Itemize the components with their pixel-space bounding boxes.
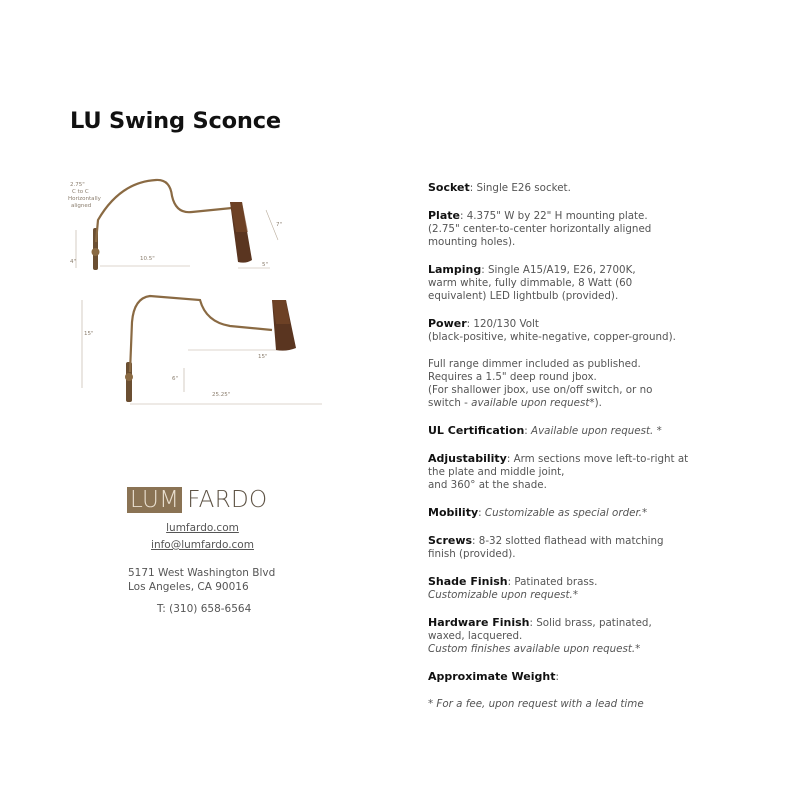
contact-links: [120, 520, 285, 554]
bottom-arm-label: 15": [258, 354, 268, 360]
brand-logo: [127, 487, 272, 513]
address-line-2: Los Angeles, CA 90016: [128, 581, 249, 593]
page-title: LU Swing Sconce: [70, 108, 281, 134]
spec-ul-certification: UL Certification: Available upon request. *: [428, 424, 662, 437]
sconce-top-illustration: [92, 180, 253, 270]
address: [128, 566, 275, 594]
shade-diameter-label: 5": [262, 262, 269, 268]
total-height-label: 15": [84, 331, 94, 337]
phone-number: T: (310) 658-6564: [157, 603, 252, 615]
website-link[interactable]: lumfardo.com: [166, 522, 239, 534]
plate-width-label: 4": [70, 259, 77, 265]
cc-label-2: C to C: [72, 189, 89, 195]
spec-power: Power: 120/130 Volt (black-positive, white-negative, copper-ground).: [428, 317, 676, 343]
mount-offset-label: 6": [172, 376, 179, 382]
email-link[interactable]: info@lumfardo.com: [151, 539, 254, 551]
spec-hardware-finish: Hardware Finish: Solid brass, patinated, waxed, lacquered. Custom finishes available upon request.*: [428, 616, 652, 655]
sconce-bottom-illustration: [125, 296, 296, 402]
spec-socket: Socket: Single E26 socket.: [428, 181, 571, 194]
logo-right-text: FARDO: [187, 487, 268, 513]
footnote: * For a fee, upon request with a lead time: [428, 698, 644, 710]
total-length-label: 25.25": [212, 392, 231, 398]
spec-weight: Approximate Weight:: [428, 670, 559, 683]
address-line-1: 5171 West Washington Blvd: [128, 567, 276, 579]
spec-dimmer: Full range dimmer included as published. Requires a 1.5" deep round jbox. (For shallower jbox, use on/off switch, or no switch - available upon request*).: [428, 358, 653, 409]
logo-left-text: LUM: [127, 487, 182, 513]
spec-screws: Screws: 8-32 slotted flathead with matching finish (provided).: [428, 534, 664, 560]
shade-height-label: 7": [276, 222, 283, 228]
spec-plate: Plate: 4.375" W by 22" H mounting plate. (2.75" center-to-center horizontally aligned mounting holes).: [428, 209, 652, 248]
cc-label-4: aligned: [71, 203, 92, 209]
product-dimension-diagram: [60, 172, 350, 412]
spec-adjustability: Adjustability: Arm sections move left-to-right at the plate and middle joint, and 360° at the shade.: [428, 452, 689, 491]
cc-label-3: Horizontally: [68, 196, 101, 202]
spec-mobility: Mobility: Customizable as special order.*: [428, 506, 648, 519]
spec-list: [428, 181, 690, 711]
cc-label-1: 2.75": [70, 182, 85, 188]
spec-shade-finish: Shade Finish: Patinated brass. Customizable upon request.*: [428, 575, 598, 601]
arm-length-label: 10.5": [140, 256, 155, 262]
spec-lamping: Lamping: Single A15/A19, E26, 2700K, warm white, fully dimmable, 8 Watt (60 equivalent) LED lightbulb (provided).: [428, 263, 636, 302]
